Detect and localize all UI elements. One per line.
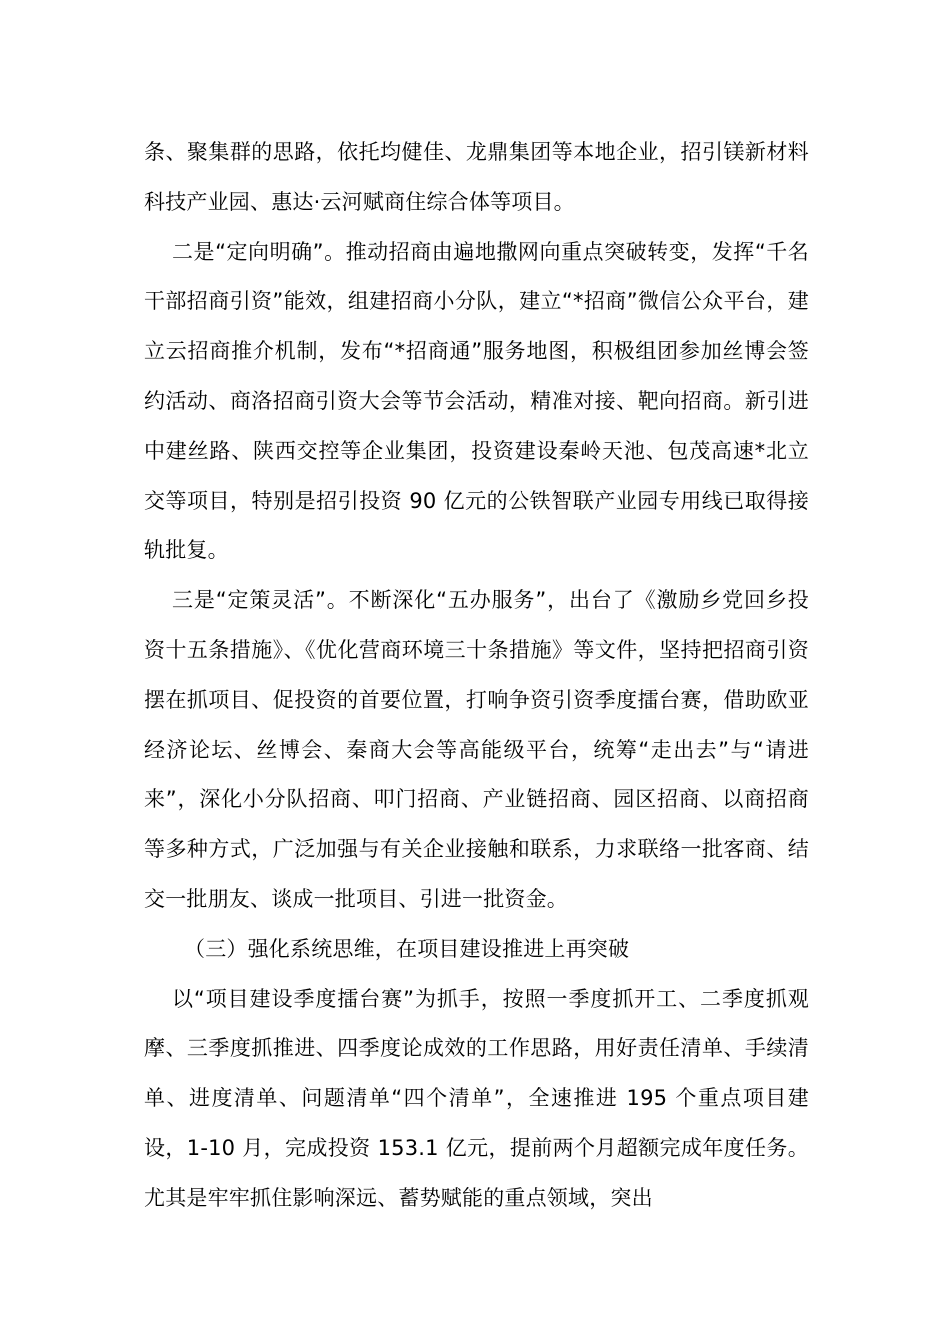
document-body <box>144 128 809 1224</box>
paragraph-flexible-policy: 三是“定策灵活”。不断深化“五办服务”，出台了《激励乡党回乡投资十五条措施》、《优化营商环境三十条措施》等文件，坚持把招商引资摆在抓项目、促投资的首要位置，打响争资引资季度擂台赛，借助欧亚经济论坛、丝博会、秦商大会等高能级平台，统筹“走出去”与“请进来”，深化小分队招商、叩门招商、产业链招商、园区招商、以商招商等多种方式，广泛加强与有关企业接触和联系，力求联络一批客商、结交一批朋友、谈成一批项目、引进一批资金。 <box>144 588 809 911</box>
paragraph-continuation: 条、聚集群的思路，依托均健佳、龙鼎集团等本地企业，招引镁新材料科技产业园、惠达·云河赋商住综合体等项目。 <box>144 140 809 214</box>
paragraph-targeted-direction: 二是“定向明确”。推动招商由遍地撒网向重点突破转变，发挥“千名干部招商引资”能效，组建招商小分队，建立“*招商”微信公众平台，建立云招商推介机制，发布“*招商通”服务地图，积极组团参加丝博会签约活动、商洛招商引资大会等节会活动，精准对接、靶向招商。新引进中建丝路、陕西交控等企业集团，投资建设秦岭天池、包茂高速*北立交等项目，特别是招引投资 90 亿元的公铁智联产业园专用线已取得接轨批复。 <box>144 239 809 563</box>
paragraph-project-construction: 以“项目建设季度擂台赛”为抓手，按照一季度抓开工、二季度抓观摩、三季度抓推进、四季度论成效的工作思路，用好责任清单、手续清单、进度清单、问题清单“四个清单”，全速推进 195 个重点项目建设，1-10 月，完成投资 153.1 亿元，提前两个月超额完成年度任务。尤其是牢牢抓住影响深远、蓄势赋能的重点领域，突出 <box>144 986 809 1210</box>
section-heading: （三）强化系统思维，在项目建设推进上再突破 <box>184 936 630 961</box>
